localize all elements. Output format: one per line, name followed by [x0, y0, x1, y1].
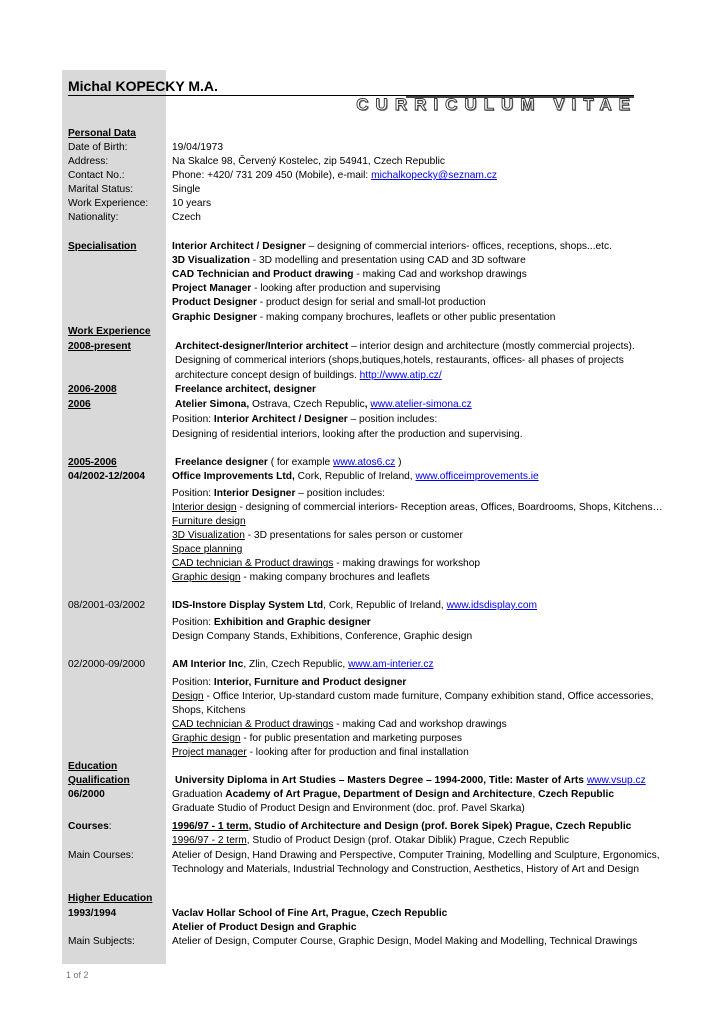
main-subjects-label: Main Subjects:: [68, 936, 135, 947]
main-courses-2: Technology and Materials, Industrial Technology and Construction, Aesthetics, History of Art and Design: [172, 864, 639, 875]
contact-value: Phone: +420/ 731 209 450 (Mobile), e-mail: michalkopecky@seznam.cz: [172, 170, 497, 181]
main-subjects-value: Atelier of Design, Computer Course, Graphic Design, Model Making and Modelling, Technical Drawings: [172, 936, 638, 947]
job1-date: 2008-present: [68, 341, 131, 352]
nationality-value: Czech: [172, 212, 201, 223]
work-heading: Work Experience: [68, 326, 151, 337]
qualification-label: Qualification: [68, 775, 130, 786]
job3-item: Furniture design: [172, 516, 246, 527]
contact-label: Contact No.:: [68, 170, 125, 181]
job3-item: Graphic design - making company brochures and leaflets: [172, 572, 430, 583]
officeimprovements-link[interactable]: www.officeimprovements.ie: [415, 471, 539, 482]
address-label: Address:: [68, 156, 109, 167]
job3-item: CAD technician & Product drawings - making drawings for workshop: [172, 558, 481, 569]
job3-date: 2005-2006: [68, 457, 117, 468]
job4-company: IDS-Instore Display System Ltd, Cork, Republic of Ireland, www.idsdisplay.com: [172, 600, 538, 611]
job3-item: Interior design - designing of commercial interiors- Reception areas, Offices, Boardrooms, Shops, Kitchens…: [172, 502, 663, 513]
higher-education-heading: Higher Education: [68, 893, 153, 904]
dob-value: 19/04/1973: [172, 142, 223, 153]
higher-education-date: 1993/1994: [68, 908, 117, 919]
page-number: 1 of 2: [66, 970, 89, 980]
job2-position: Position: Interior Architect / Designer – position includes:: [172, 414, 438, 425]
atelier-simona-link[interactable]: www.atelier-simona.cz: [370, 399, 472, 410]
qualification-value: University Diploma in Art Studies – Masters Degree – 1994-2000, Title: Master of Arts www.vsup.cz: [175, 775, 646, 786]
job5-item: Project manager - looking after for production and final installation: [172, 747, 469, 758]
job2-company: Atelier Simona, Ostrava, Czech Republic, www.atelier-simona.cz: [175, 399, 472, 410]
graduate-studio: Graduate Studio of Product Design and Environment (doc. prof. Pavel Skarka): [172, 803, 525, 814]
spec-item: CAD Technician and Product drawing - making Cad and workshop drawings: [172, 269, 527, 280]
atip-link[interactable]: http://www.atip.cz/: [359, 370, 442, 381]
main-courses-1: Atelier of Design, Hand Drawing and Perspective, Computer Training, Modelling and Sculpture, Ergonomics,: [172, 850, 660, 861]
idsdisplay-link[interactable]: www.idsdisplay.com: [446, 600, 538, 611]
main-courses-label: Main Courses:: [68, 850, 134, 861]
higher-education-school: Vaclav Hollar School of Fine Art, Prague, Czech Republic: [172, 908, 448, 919]
experience-value: 10 years: [172, 198, 212, 209]
job4-position: Position: Exhibition and Graphic designer: [172, 617, 371, 628]
vsup-link[interactable]: www.vsup.cz: [586, 775, 646, 786]
education-heading: Education: [68, 761, 118, 772]
atos6-link[interactable]: www.atos6.cz: [333, 457, 396, 468]
job2-date2: 2006: [68, 399, 91, 410]
course-2: 1996/97 - 2 term, Studio of Product Design (prof. Otakar Diblik) Prague, Czech Republic: [172, 835, 569, 846]
graduation: Graduation Academy of Art Prague, Department of Design and Architecture, Czech Republic: [172, 789, 614, 800]
spec-item: 3D Visualization - 3D modelling and presentation using CAD and 3D software: [172, 255, 526, 266]
higher-education-atelier: Atelier of Product Design and Graphic: [172, 922, 357, 933]
personal-heading: Personal Data: [68, 128, 136, 139]
spec-item: Graphic Designer - making company brochures, leaflets or other public presentation: [172, 312, 556, 323]
job5-item: Graphic design - for public presentation and marketing purposes: [172, 733, 462, 744]
specialisation-heading: Specialisation: [68, 241, 137, 252]
job3-date2: 04/2002-12/2004: [68, 471, 146, 482]
job2-date: 2006-2008: [68, 384, 117, 395]
marital-label: Marital Status:: [68, 184, 134, 195]
education-date: 06/2000: [68, 789, 105, 800]
job2-desc: Designing of residential interiors, looking after the production and supervising.: [172, 429, 523, 440]
job5-item: CAD technician & Product drawings - making Cad and workshop drawings: [172, 719, 507, 730]
experience-label: Work Experience:: [68, 198, 149, 209]
courses-label: Courses:: [68, 821, 112, 832]
nationality-label: Nationality:: [68, 212, 119, 223]
address-value: Na Skalce 98, Červený Kostelec, zip 54941, Czech Republic: [172, 156, 445, 167]
job3-item: 3D Visualization - 3D presentations for sales person or customer: [172, 530, 463, 541]
document-title: CURRICULUM VITAE: [356, 95, 637, 114]
job4-desc: Design Company Stands, Exhibitions, Conference, Graphic design: [172, 631, 473, 642]
job5-position: Position: Interior, Furniture and Product designer: [172, 677, 407, 688]
person-name: Michal KOPECKY M.A.: [68, 78, 634, 96]
job3-title: Freelance designer ( for example www.atos6.cz ): [175, 457, 402, 468]
course-1: 1996/97 - 1 term, Studio of Architecture and Design (prof. Borek Sipek) Prague, Czech Republic: [172, 821, 632, 832]
am-interier-link[interactable]: www.am-interier.cz: [348, 659, 434, 670]
job2-title: Freelance architect, designer: [175, 384, 316, 395]
job5-company: AM Interior Inc, Zlin, Czech Republic, www.am-interier.cz: [172, 659, 434, 670]
marital-value: Single: [172, 184, 201, 195]
job1-title: Architect-designer/Interior architect – interior design and architecture (mostly commercial projects).: [175, 341, 635, 352]
job4-date: 08/2001-03/2002: [68, 600, 146, 611]
job5-date: 02/2000-09/2000: [68, 659, 146, 670]
job5-design-cont: Shops, Kitchens: [172, 705, 246, 716]
job5-design: Design - Office Interior, Up-standard custom made furniture, Company exhibition stand, Office accessories,: [172, 691, 654, 702]
job3-item: Space planning: [172, 544, 243, 555]
spec-item: Interior Architect / Designer – designing of commercial interiors- offices, receptions, shops...etc.: [172, 241, 612, 252]
job1-line2: Designing of commerical interiors (shops,butiques,hotels, restaurants, offices- all phases of projects: [175, 355, 624, 366]
job3-position: Position: Interior Designer – position includes:: [172, 488, 385, 499]
email-link[interactable]: michalkopecky@seznam.cz: [371, 170, 497, 181]
spec-item: Project Manager - looking after production and supervising: [172, 283, 441, 294]
job3-company: Office Improvements Ltd, Cork, Republic of Ireland, www.officeimprovements.ie: [172, 471, 539, 482]
dob-label: Date of Birth:: [68, 142, 128, 153]
spec-item: Product Designer - product design for serial and small-lot production: [172, 297, 486, 308]
job1-line3: architecture concept design of buildings. http://www.atip.cz/: [175, 370, 442, 381]
